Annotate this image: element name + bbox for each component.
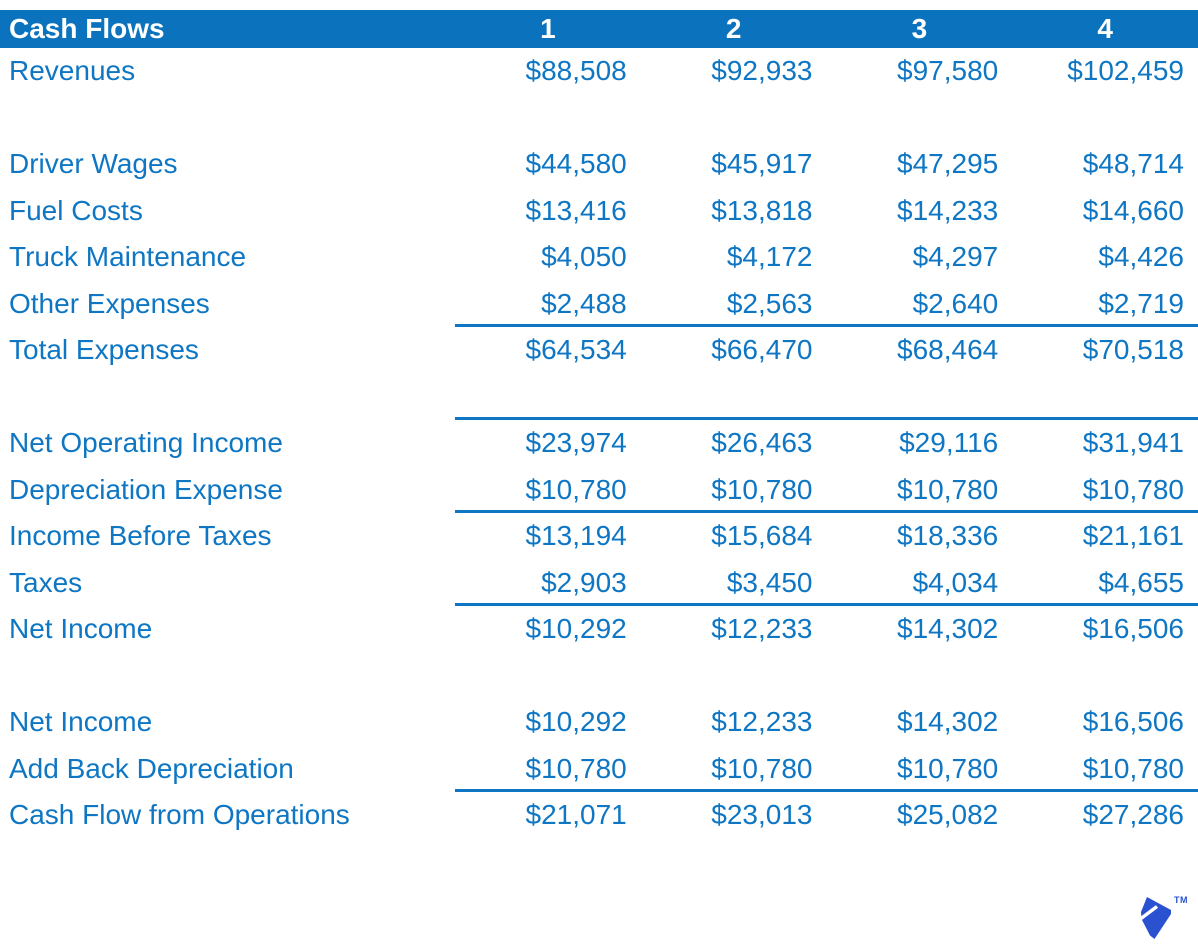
column-header-period-2: 2	[725, 13, 742, 44]
cell-value: $70,518	[1082, 334, 1184, 365]
cell-value: $10,780	[455, 746, 641, 793]
toptal-logo	[1137, 897, 1188, 941]
cell-value: $14,302	[897, 613, 999, 644]
row-label: Cash Flow from Operations	[9, 799, 350, 830]
row-label: Other Expenses	[9, 287, 210, 319]
column-header-period-1: 1	[540, 13, 556, 44]
cell-value: $4,297	[912, 241, 999, 272]
cell-value	[1012, 374, 1198, 421]
row-label: Depreciation Expense	[9, 473, 283, 505]
cell-value: $10,780	[641, 467, 827, 514]
spacer-row	[0, 653, 1198, 700]
cell-value: $44,580	[525, 148, 627, 179]
toptal-logo-icon	[1137, 897, 1173, 941]
row-label: Truck Maintenance	[9, 241, 247, 272]
cell-value: $10,780	[827, 467, 1013, 514]
cell-value: $14,233	[897, 194, 999, 226]
cell-value: $15,684	[711, 520, 813, 551]
table-row	[0, 699, 1198, 746]
cell-value: $2,488	[455, 281, 641, 328]
spacer-row	[0, 374, 1198, 421]
cell-value	[641, 374, 827, 421]
cell-value: $47,295	[897, 148, 999, 179]
cell-value: $3,450	[641, 560, 827, 607]
cell-value: $14,302	[897, 706, 999, 737]
row-label: Income Before Taxes	[9, 520, 272, 551]
cell-value: $48,714	[1082, 148, 1184, 179]
cell-value: $18,336	[897, 520, 999, 551]
cell-value: $66,470	[711, 334, 813, 365]
cell-value	[827, 374, 1013, 421]
row-label: Revenues	[9, 55, 136, 86]
row-label	[0, 653, 455, 700]
cell-value: $10,780	[1012, 746, 1198, 793]
table-row	[0, 327, 1198, 374]
cell-value: $16,506	[1082, 706, 1184, 737]
cell-value: $64,534	[525, 334, 627, 365]
cell-value: $97,580	[897, 55, 999, 86]
cell-value: $10,780	[827, 746, 1013, 793]
row-label: Fuel Costs	[9, 194, 143, 226]
cell-value: $10,780	[1012, 467, 1198, 514]
cell-value: $88,508	[525, 55, 627, 86]
cell-value: $45,917	[711, 148, 813, 179]
table-row	[0, 513, 1198, 560]
cell-value: $21,161	[1082, 520, 1184, 551]
cell-value: $23,013	[711, 799, 813, 830]
cell-value: $13,818	[711, 194, 813, 226]
cell-value: $14,660	[1082, 194, 1184, 226]
cell-value: $2,563	[641, 281, 827, 328]
row-label: Driver Wages	[9, 148, 178, 179]
table-row	[0, 792, 1198, 839]
cell-value	[827, 95, 1013, 142]
column-header-period-3: 3	[911, 13, 928, 44]
cell-value: $21,071	[525, 799, 627, 830]
table-row	[0, 281, 1198, 328]
cell-value	[641, 653, 827, 700]
cell-value: $29,116	[899, 427, 999, 458]
table-row	[0, 746, 1198, 793]
cell-value: $2,903	[455, 560, 641, 607]
row-label: Total Expenses	[9, 334, 199, 365]
cell-value: $23,974	[525, 427, 627, 458]
table-row	[0, 188, 1198, 235]
table-header-row	[0, 10, 1198, 48]
spacer-row	[0, 95, 1198, 142]
cell-value: $4,050	[541, 241, 627, 272]
cell-value: $13,416	[525, 194, 627, 226]
row-label	[0, 95, 455, 142]
cell-value: $16,506	[1082, 613, 1184, 644]
cell-value: $12,233	[711, 613, 813, 644]
cell-value	[1012, 95, 1198, 142]
cell-value: $10,292	[525, 706, 627, 737]
cell-value: $2,640	[827, 281, 1013, 328]
table-row	[0, 560, 1198, 607]
cell-value: $25,082	[897, 799, 999, 830]
cell-value: $4,172	[726, 241, 813, 272]
row-label: Net Income	[9, 706, 153, 737]
row-label: Taxes	[9, 566, 83, 598]
cell-value: $68,464	[897, 334, 999, 365]
cell-value: $10,780	[641, 746, 827, 793]
cell-value: $12,233	[711, 706, 813, 737]
table-body	[0, 48, 1198, 839]
table-row	[0, 467, 1198, 514]
cell-value: $13,194	[525, 520, 627, 551]
table-title: Cash Flows	[9, 13, 165, 44]
cell-value	[455, 374, 641, 421]
cell-value: $27,286	[1082, 799, 1184, 830]
cell-value	[827, 653, 1013, 700]
cell-value: $26,463	[711, 427, 813, 458]
cell-value	[455, 653, 641, 700]
cell-value: $2,719	[1012, 281, 1198, 328]
table-row	[0, 48, 1198, 95]
cell-value: $4,426	[1098, 241, 1184, 272]
cell-value: $4,655	[1012, 560, 1198, 607]
table-row	[0, 420, 1198, 467]
row-label	[0, 374, 455, 421]
row-label: Net Operating Income	[9, 427, 283, 458]
trademark-label: TM	[1174, 895, 1188, 905]
cell-value: $10,292	[525, 613, 627, 644]
row-label: Add Back Depreciation	[9, 752, 294, 784]
cell-value: $10,780	[455, 467, 641, 514]
cell-value	[455, 95, 641, 142]
row-label: Net Income	[9, 613, 153, 644]
column-header-period-4: 4	[1097, 13, 1113, 44]
cell-value	[1012, 653, 1198, 700]
cell-value	[641, 95, 827, 142]
table-row	[0, 141, 1198, 188]
cell-value: $31,941	[1082, 427, 1184, 458]
table-row	[0, 606, 1198, 653]
cell-value: $92,933	[711, 55, 813, 86]
cell-value: $4,034	[827, 560, 1013, 607]
cell-value: $102,459	[1067, 55, 1184, 86]
table-row	[0, 234, 1198, 281]
